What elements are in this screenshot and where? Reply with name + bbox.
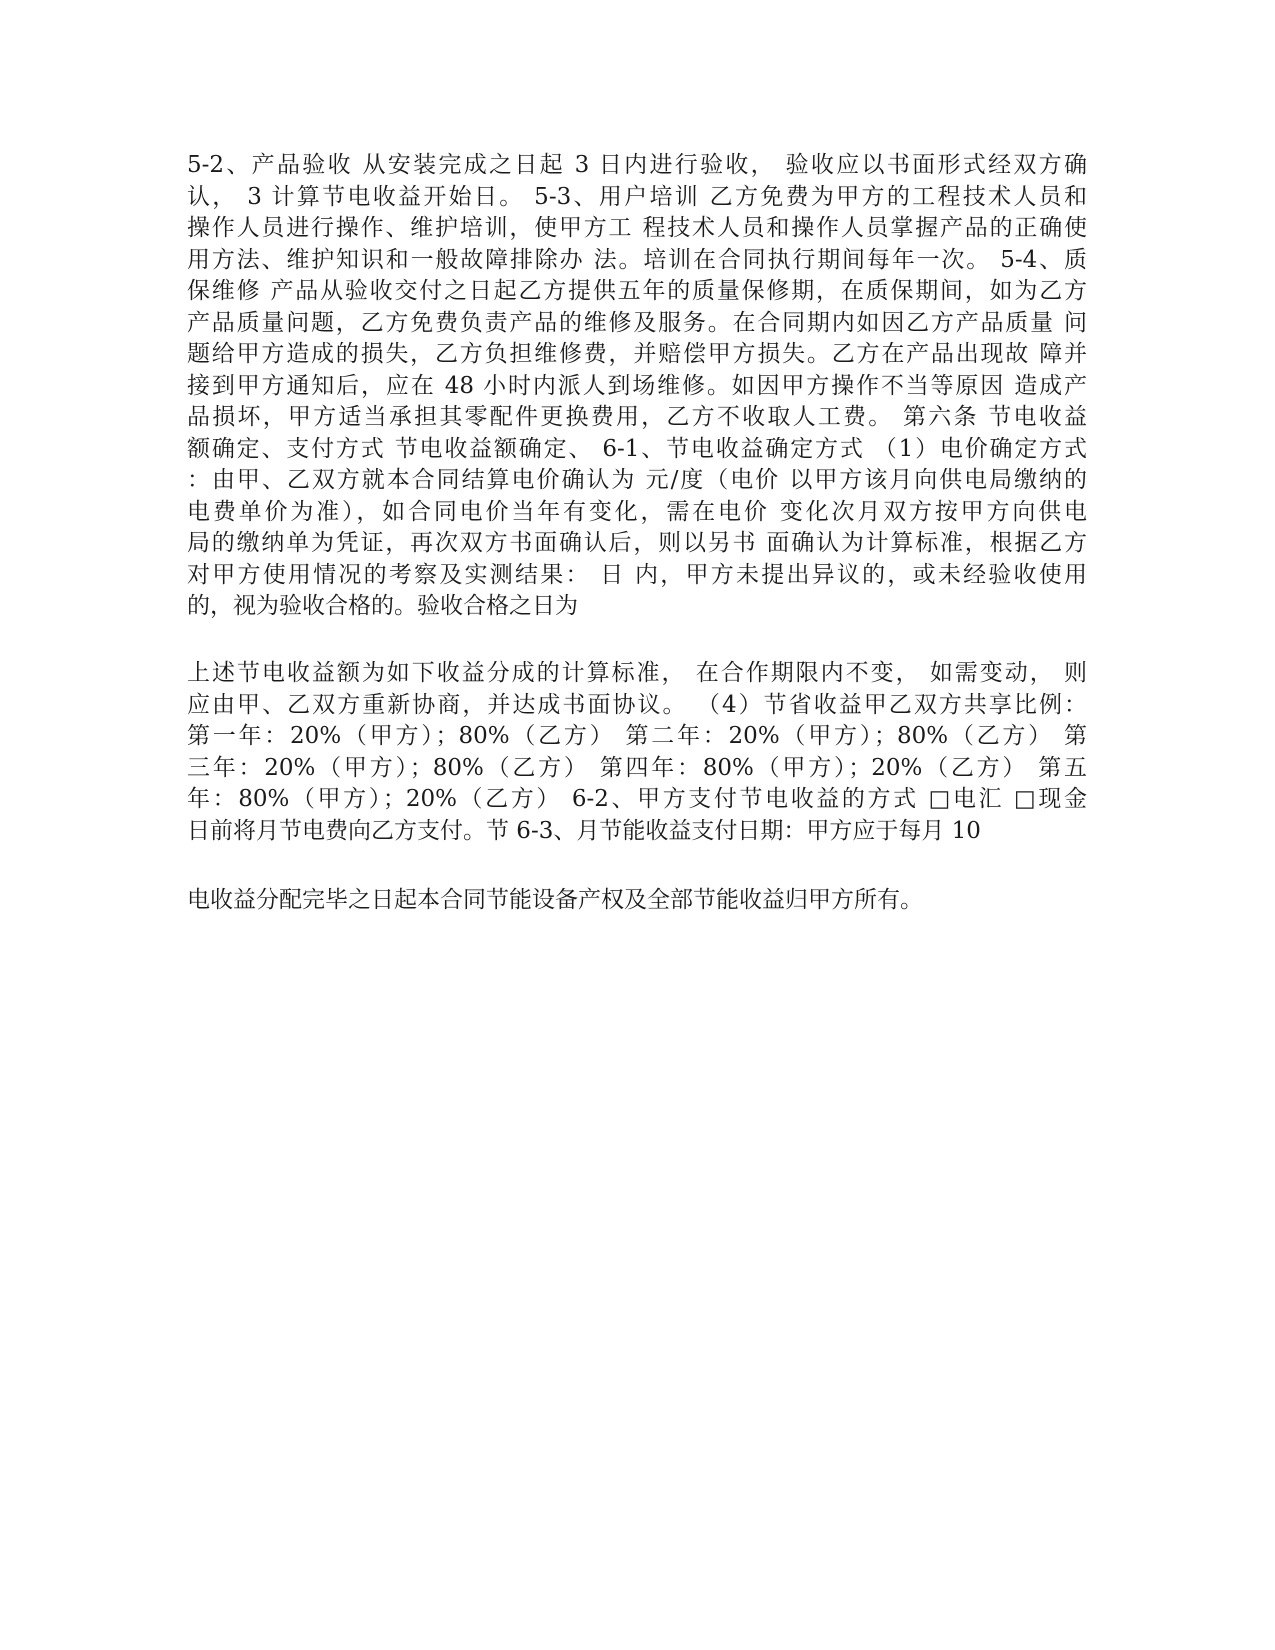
paragraph-ownership-transfer <box>187 885 1087 917</box>
text-line: 接到甲方通知后，应在 48 小时内派人到场维修。如因甲方操作不当等原因 造成产 <box>187 372 1087 399</box>
text-line: 额确定、支付方式 节电收益额确定、 6-1、节电收益确定方式 （1）电价确定方式 <box>187 435 1087 462</box>
text-line: 操作人员进行操作、维护培训，使甲方工 程技术人员和操作人员掌握产品的正确使 <box>187 215 1087 241</box>
text-line: 应由甲、乙双方重新协商，并达成书面协议。 （4）节省收益甲乙双方共享比例： <box>187 691 1087 718</box>
text-line: 对甲方使用情况的考察及实测结果： 日 内，甲方未提出异议的，或未经验收使用 <box>187 561 1087 588</box>
text-line: 品损坏，甲方适当承担其零配件更换费用，乙方不收取人工费。 第六条 节电收益 <box>187 404 1087 430</box>
paragraph-revenue-sharing <box>187 658 1087 847</box>
text-line: 三年：20%（甲方）；80%（乙方） 第四年：80%（甲方）；20%（乙方） 第五 <box>187 754 1087 781</box>
text-line: 第一年：20%（甲方）；80%（乙方） 第二年：20%（甲方）；80%（乙方） 第 <box>187 723 1087 749</box>
text-line: 日前将月节电费向乙方支付。节 6-3、月节能收益支付日期：甲方应于每月 10 <box>187 817 981 844</box>
text-line: ：由甲、乙双方就本合同结算电价确认为 元/度（电价 以甲方该月向供电局缴纳的 <box>187 467 1087 493</box>
text-line: 保维修 产品从验收交付之日起乙方提供五年的质量保修期，在质保期间，如为乙方 <box>187 278 1087 304</box>
text-line: 局的缴纳单为凭证，再次双方书面确认后，则以另书 面确认为计算标准，根据乙方 <box>187 530 1087 556</box>
paragraph-acceptance-and-maintenance <box>187 150 1087 623</box>
text-line: 认， 3 计算节电收益开始日。 5-3、用户培训 乙方免费为甲方的工程技术人员和 <box>187 183 1087 210</box>
text-line: 5-2、产品验收 从安装完成之日起 3 日内进行验收， 验收应以书面形式经双方确 <box>187 152 1087 178</box>
text-line: 电费单价为准），如合同电价当年有变化，需在电价 变化次月双方按甲方向供电 <box>187 498 1087 525</box>
text-line: 的，视为验收合格的。验收合格之日为 <box>187 593 578 619</box>
text-line: 年：80%（甲方）；20%（乙方） 6-2、甲方支付节电收益的方式 □电汇 □现金 <box>187 786 1087 812</box>
text-line: 产品质量问题，乙方免费负责产品的维修及服务。在合同期内如因乙方产品质量 问 <box>187 309 1087 336</box>
text-line: 用方法、维护知识和一般故障排除办 法。培训在合同执行期间每年一次。 5-4、质 <box>187 246 1087 273</box>
text-line: 上述节电收益额为如下收益分成的计算标准， 在合作期限内不变， 如需变动， 则 <box>187 660 1087 686</box>
text-line: 电收益分配完毕之日起本合同节能设备产权及全部节能收益归甲方所有。 <box>187 887 923 913</box>
text-line: 题给甲方造成的损失，乙方负担维修费，并赔偿甲方损失。乙方在产品出现故 障并 <box>187 341 1087 367</box>
